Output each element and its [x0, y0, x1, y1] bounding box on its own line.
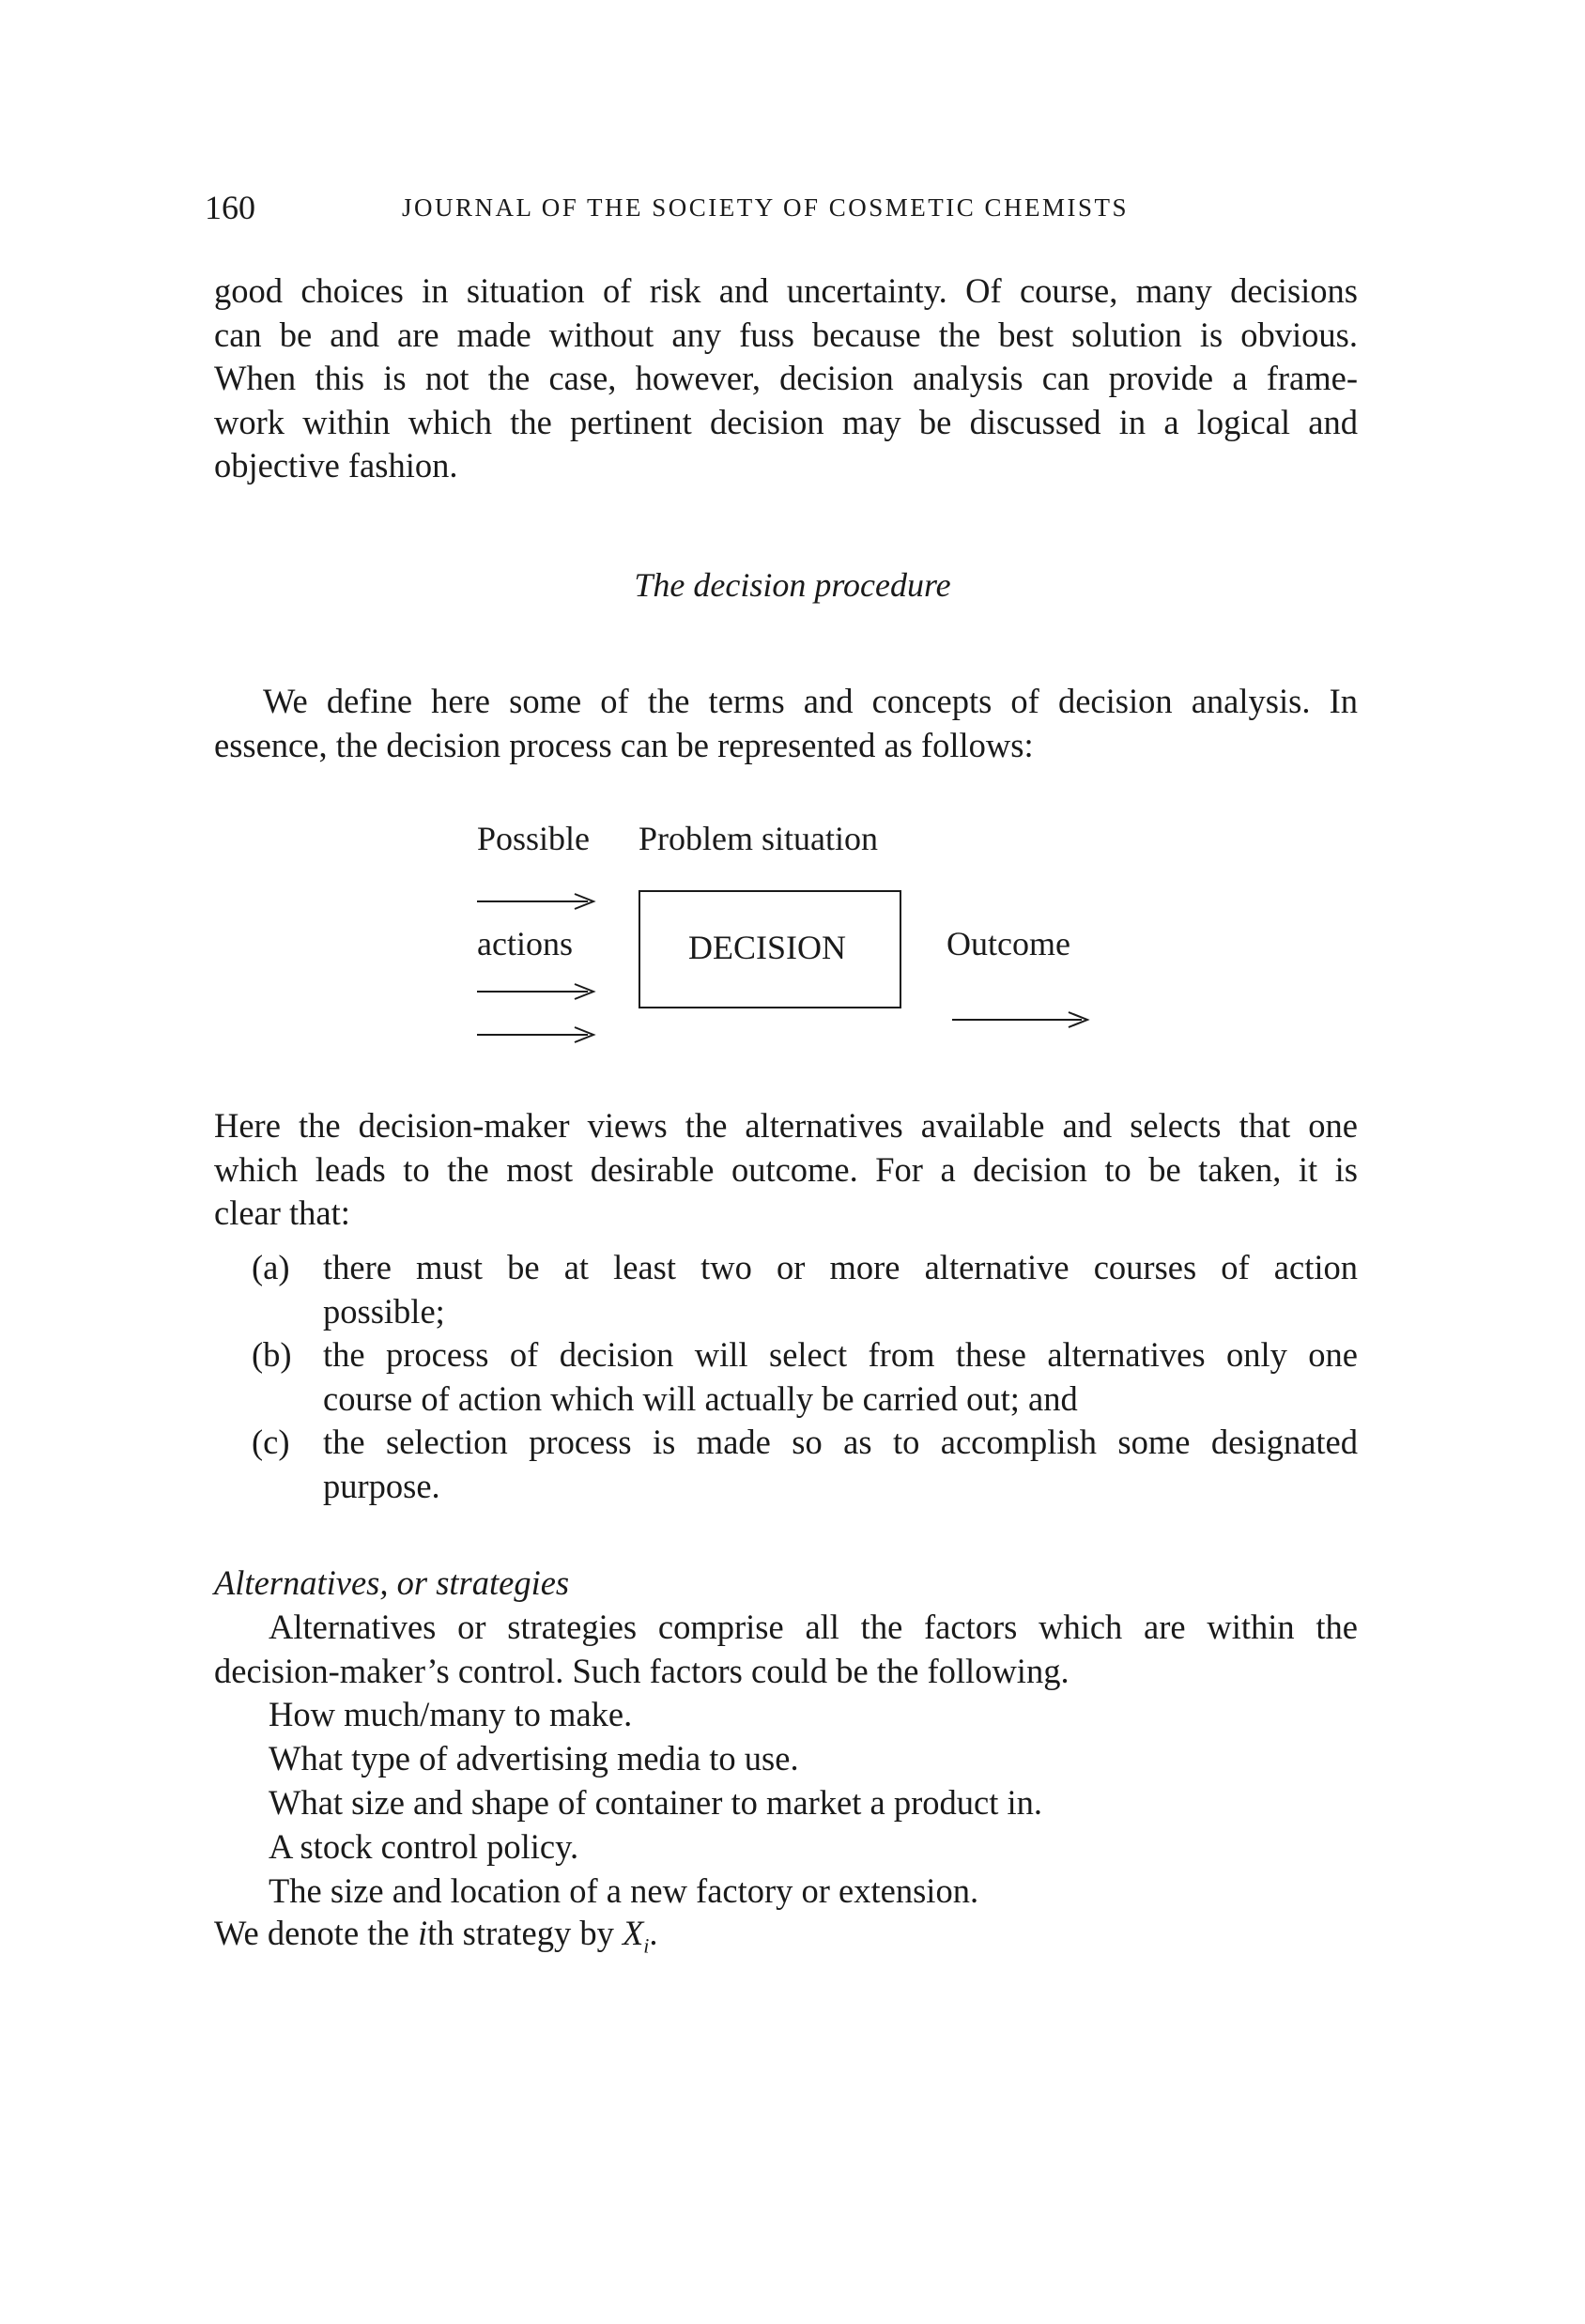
factor-item: The size and location of a new factory or extension.	[269, 1871, 979, 1910]
action-arrow-icon	[477, 982, 599, 1001]
factor-item: What type of advertising media to use.	[269, 1739, 799, 1778]
paragraph-line: Here the decision-maker views the alternatives available and selects that one	[214, 1106, 1358, 1145]
possible-label: Possible	[477, 820, 591, 857]
condition-line: purpose.	[323, 1467, 440, 1505]
condition-line: there must be at least two or more alternative courses of action	[323, 1248, 1358, 1286]
sentence-suffix: .	[649, 1914, 658, 1952]
condition-marker: (b)	[252, 1335, 292, 1374]
section-heading: The decision procedure	[634, 566, 951, 604]
action-arrow-icon	[477, 1025, 599, 1044]
paragraph-line: which leads to the most desirable outcome. For a decision to be taken, it is	[214, 1149, 1358, 1189]
paragraph-line: clear that:	[214, 1193, 350, 1232]
factor-item: What size and shape of container to market a product in.	[269, 1783, 1042, 1822]
paragraph-line: We define here some of the terms and concepts of decision analysis. In	[263, 682, 1358, 720]
italic-index: i	[418, 1914, 428, 1952]
condition-marker: (c)	[252, 1423, 290, 1461]
page-number: 160	[205, 189, 255, 226]
decision-diagram	[0, 808, 1585, 1052]
factor-item: How much/many to make.	[269, 1695, 633, 1733]
definition-paragraph	[214, 680, 1358, 767]
outcome-arrow-icon	[952, 1010, 1093, 1029]
intro-paragraph	[214, 269, 1358, 488]
paragraph-line: can be and are made without any fuss because the best solution is obvious.	[214, 315, 1358, 354]
paragraph-line: decision-maker’s control. Such factors could be the following.	[214, 1651, 1069, 1690]
paragraph-line: work within which the pertinent decision may be discussed in a logical and	[214, 402, 1358, 441]
condition-line: the selection process is made so as to accomplish some designated	[323, 1423, 1358, 1461]
paragraph-line: objective fashion.	[214, 446, 458, 485]
condition-line: course of action which will actually be carried out; and	[323, 1379, 1078, 1418]
sentence-middle: th strategy by	[427, 1914, 623, 1952]
strategy-symbol: X	[622, 1914, 644, 1952]
condition-line: possible;	[323, 1292, 445, 1331]
sentence-prefix: We denote the	[214, 1914, 418, 1952]
journal-title: JOURNAL OF THE SOCIETY OF COSMETIC CHEMISTS	[402, 193, 1130, 222]
paragraph-line: essence, the decision process can be represented as follows:	[214, 725, 1034, 764]
decision-label: DECISION	[688, 929, 846, 966]
condition-line: the process of decision will select from these alternatives only one	[323, 1335, 1358, 1374]
factor-item: A stock control policy.	[269, 1827, 579, 1866]
page-header	[0, 188, 1585, 235]
condition-marker: (a)	[252, 1248, 290, 1286]
actions-label: actions	[477, 925, 573, 962]
explanation-paragraph	[214, 1104, 1358, 1236]
strategy-subscript: i	[643, 1933, 650, 1958]
paragraph-line: When this is not the case, however, decision analysis can provide a frame-	[214, 359, 1358, 397]
alternatives-heading: Alternatives, or strategies	[214, 1563, 570, 1602]
strategy-notation-sentence	[214, 1913, 658, 1958]
paragraph-line: Alternatives or strategies comprise all the factors which are within the	[269, 1608, 1358, 1646]
outcome-label: Outcome	[946, 925, 1070, 962]
action-arrow-icon	[477, 892, 599, 911]
alternatives-paragraph	[214, 1606, 1358, 1693]
paragraph-line: good choices in situation of risk and uncertainty. Of course, many decisions	[214, 271, 1358, 310]
problem-situation-label: Problem situation	[639, 820, 878, 857]
decision-box	[639, 890, 901, 1008]
